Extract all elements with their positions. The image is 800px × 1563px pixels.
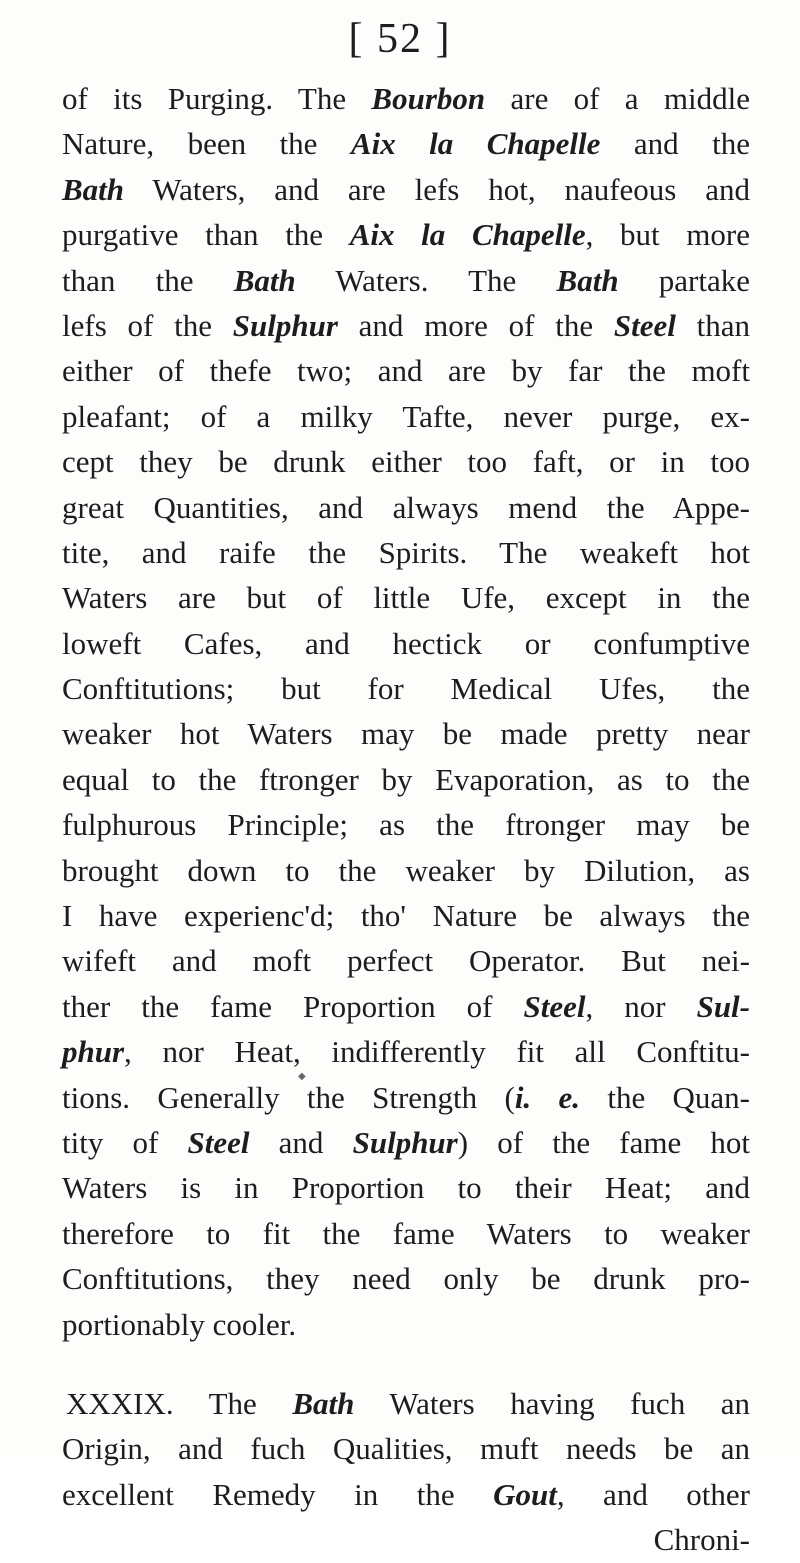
- text-run: partake: [618, 262, 751, 298]
- text-line: [62, 848, 750, 893]
- text-line: [62, 485, 750, 530]
- text-run: lefs of the: [62, 307, 233, 343]
- italic-term: Gout: [493, 1476, 557, 1512]
- text-run: weaker hot Waters may be made pretty near: [62, 716, 750, 752]
- text-run: Conftitutions, they need only be drunk pro-: [62, 1261, 750, 1297]
- text-line: [62, 711, 750, 756]
- text-run: therefore to fit the fame Waters to weaker: [62, 1215, 750, 1251]
- text-run: cept they be drunk either too faft, or in too: [62, 444, 750, 480]
- text-line: [62, 258, 750, 303]
- text-line: [62, 1302, 750, 1347]
- text-run: brought down to the weaker by Dilution, as: [62, 852, 750, 888]
- catchword: Chroni-: [653, 1522, 750, 1558]
- text-run: fulphurous Principle; as the ftronger may be: [62, 807, 750, 843]
- italic-term: Sul-: [696, 988, 750, 1024]
- italic-term: Steel: [523, 988, 586, 1024]
- text-line: [62, 575, 750, 620]
- text-run: the Quan-: [580, 1079, 751, 1115]
- text-run: loweft Cafes, and hectick or confumptive: [62, 625, 750, 661]
- text-run: and more of the: [337, 307, 614, 343]
- text-line: [62, 938, 750, 983]
- text-run: Waters are but of little Ufe, except in the: [62, 580, 750, 616]
- text-line: [62, 1029, 750, 1074]
- text-run: tite, and raife the Spirits. The weakeft hot: [62, 534, 750, 570]
- text-run: , nor Heat, indifferently fit all Conftitu-: [124, 1034, 750, 1070]
- text-line: [62, 1075, 750, 1120]
- text-run: Conftitutions; but for Medical Ufes, the: [62, 671, 750, 707]
- text-line: [62, 303, 750, 348]
- italic-term: Sulphur: [232, 307, 338, 343]
- text-line: [62, 1120, 750, 1165]
- text-run: Waters. The: [295, 262, 557, 298]
- text-line: [62, 1211, 750, 1256]
- text-run: are of a middle: [485, 81, 750, 116]
- text-line: [62, 893, 750, 938]
- text-run: wifeft and moft perfect Operator. But nei-: [62, 943, 750, 979]
- text-run: Waters is in Proportion to their Heat; and: [62, 1170, 750, 1206]
- text-line: [62, 76, 750, 121]
- text-line: [62, 1256, 750, 1301]
- text-run: pleafant; of a milky Tafte, never purge, ex-: [62, 398, 750, 434]
- italic-term: Steel: [187, 1124, 250, 1160]
- italic-term: Aix la Chapelle: [350, 126, 601, 162]
- text-run: Origin, and fuch Qualities, muft needs be an: [62, 1431, 750, 1467]
- text-run: portionably cooler.: [62, 1306, 297, 1342]
- text-line: [62, 984, 750, 1029]
- body-text: [62, 76, 750, 1563]
- text-run: , and other: [556, 1476, 750, 1512]
- text-line: [62, 439, 750, 484]
- text-line: [62, 1381, 750, 1426]
- text-run: either of thefe two; and are by far the moft: [62, 353, 750, 389]
- text-run: tions. Generally the Strength (: [62, 1079, 515, 1115]
- text-line: [62, 802, 750, 847]
- text-run: Waters having fuch an: [354, 1385, 750, 1421]
- text-run: I have experienc'd; tho' Nature be always the: [62, 898, 750, 934]
- text-run: purgative than the: [62, 217, 350, 253]
- italic-term: Bath: [292, 1385, 355, 1421]
- text-run: tity of: [62, 1124, 188, 1160]
- ink-speck-ornament: ◆: [298, 1071, 306, 1082]
- text-line: [62, 1165, 750, 1210]
- italic-term: Bourbon: [371, 81, 486, 116]
- text-run: XXXIX. The: [66, 1385, 293, 1421]
- text-line: [62, 167, 750, 212]
- text-line: [62, 121, 750, 166]
- text-run: than: [675, 307, 750, 343]
- text-line: [62, 530, 750, 575]
- page-number: [ 52 ]: [348, 16, 452, 62]
- text-run: , but more: [585, 217, 750, 253]
- text-line: [62, 757, 750, 802]
- text-run: and: [249, 1124, 353, 1160]
- italic-term: Aix la Chapelle: [349, 217, 586, 253]
- text-run: , nor: [585, 988, 697, 1024]
- text-line: [62, 212, 750, 257]
- italic-term: Sulphur: [352, 1124, 458, 1160]
- text-run: ther the fame Proportion of: [62, 988, 524, 1024]
- italic-term: phur: [62, 1034, 125, 1070]
- text-run: Waters, and are lefs hot, naufeous and: [124, 171, 750, 207]
- text-run: equal to the ftronger by Evaporation, as to the: [62, 761, 750, 797]
- text-run: than the: [62, 262, 234, 298]
- text-run: of its Purging. The: [62, 81, 372, 116]
- text-run: great Quantities, and always mend the Appe-: [62, 489, 750, 525]
- text-line: [62, 1472, 750, 1517]
- text-run: ) of the fame hot: [457, 1124, 750, 1160]
- italic-term: Bath: [233, 262, 296, 298]
- italic-term: Bath: [556, 262, 619, 298]
- text-line: [62, 394, 750, 439]
- paragraph-gap: [62, 1347, 750, 1381]
- text-line: [62, 666, 750, 711]
- italic-term: Steel: [613, 307, 676, 343]
- text-line: [62, 348, 750, 393]
- text-line: [62, 621, 750, 666]
- text-line: [62, 1426, 750, 1471]
- italic-term: i. e.: [514, 1079, 581, 1115]
- text-run: excellent Remedy in the: [62, 1476, 494, 1512]
- italic-term: Bath: [62, 171, 125, 207]
- text-run: and the: [600, 126, 750, 162]
- text-run: Nature, been the: [62, 126, 351, 162]
